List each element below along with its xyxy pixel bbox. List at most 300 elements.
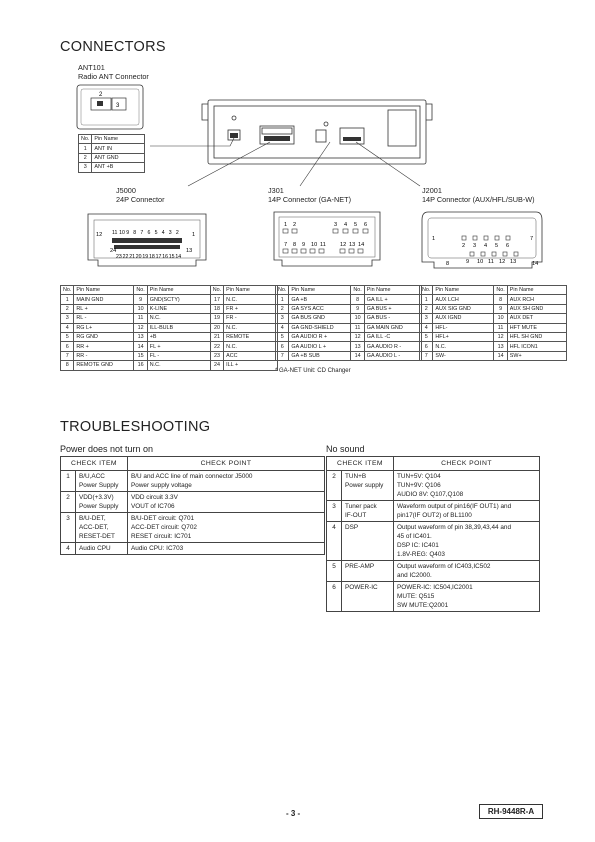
j2001-pin — [495, 236, 499, 240]
j2001-pin — [470, 252, 474, 256]
j301-pin-label: 11 — [320, 242, 326, 248]
table-cell: RG GND — [74, 332, 134, 341]
table-cell: ACC — [224, 351, 278, 360]
table-row — [327, 561, 540, 582]
j2001-pin-label: 10 — [477, 259, 484, 265]
table-cell: 3 — [61, 314, 74, 323]
table-cell: 21 — [210, 332, 223, 341]
check-point-line: Output waveform of IC403,IC502 — [397, 563, 491, 570]
check-point-line: RESET circuit: IC701 — [131, 533, 192, 540]
table-cell: No. — [351, 286, 364, 295]
check-item — [76, 543, 128, 555]
table-cell: FL - — [147, 351, 210, 360]
check-item — [342, 522, 394, 561]
j2001-pin — [492, 252, 496, 256]
check-item-header: CHECK ITEM — [327, 457, 394, 471]
table-cell: GA AUDIO L + — [289, 342, 351, 351]
check-item — [76, 513, 128, 543]
table-cell: 9 — [494, 304, 507, 313]
table-row — [276, 323, 422, 332]
j5000-pin-label: 8 — [133, 230, 137, 236]
table-cell: No. — [134, 286, 147, 295]
table-cell: N.C. — [147, 314, 210, 323]
j5000-pin-label: 7 — [140, 230, 144, 236]
check-item-line: Power Supply — [79, 503, 119, 510]
j301-pin — [283, 229, 288, 233]
table-row — [276, 304, 422, 313]
j2001-pin-8: 8 — [446, 261, 450, 267]
j2001-pin-label: 13 — [510, 259, 517, 265]
j2001-pin-label: 6 — [506, 243, 510, 249]
j301-pin — [333, 229, 338, 233]
check-point — [394, 501, 540, 522]
table-cell: GA +B — [289, 295, 351, 304]
table-row — [61, 361, 278, 370]
table-row — [61, 332, 278, 341]
j301-pin-label: 1 — [284, 222, 288, 228]
table-row — [61, 351, 278, 360]
j5000-pin-24: 24 — [110, 248, 117, 254]
check-point — [394, 522, 540, 561]
j5000-pin-label: 5 — [154, 230, 158, 236]
j5000-label — [116, 186, 165, 204]
check-item-line: Power Supply — [79, 482, 119, 489]
table-cell: SW+ — [507, 351, 566, 360]
check-point-line: TUN+9V: Q106 — [397, 482, 441, 489]
j5000-pin-label: 11 — [112, 230, 118, 236]
table-cell: GA AUDIO L - — [364, 351, 421, 360]
table-cell: 10 — [134, 304, 147, 313]
j5000-pin-label: 17 — [155, 254, 162, 260]
j5000-pin-label: 2 — [175, 230, 179, 236]
j2001-pin — [473, 236, 477, 240]
table-row — [327, 501, 540, 522]
table-row — [61, 471, 325, 492]
j2001-ref: J2001 — [422, 186, 442, 195]
j301-pin-label: 2 — [293, 222, 297, 228]
j301-pin — [353, 229, 358, 233]
j2001-pin — [514, 252, 518, 256]
table-cell: 4 — [276, 323, 289, 332]
table-cell: 8 — [61, 361, 74, 370]
j5000-pin-label: 9 — [126, 230, 130, 236]
table-cell: K-LINE — [147, 304, 210, 313]
table-cell: 2 — [420, 304, 433, 313]
table-cell: GND(SCTY) — [147, 295, 210, 304]
j2001-pin-label: 12 — [499, 259, 506, 265]
table-cell: Pin Name — [224, 286, 278, 295]
j301-drawing — [272, 208, 388, 270]
j2001-pin-7: 7 — [530, 236, 534, 242]
table-row — [276, 342, 422, 351]
table-cell: FR + — [224, 304, 278, 313]
table-cell: 19 — [210, 314, 223, 323]
table-cell: 16 — [134, 361, 147, 370]
nosound-section-title: No sound — [326, 444, 365, 454]
check-point — [128, 543, 325, 555]
table-cell: GA GND-SHIELD — [289, 323, 351, 332]
table-cell: GA AUDIO R - — [364, 342, 421, 351]
table-cell: HFT MUTE — [507, 323, 566, 332]
check-point-line: Power supply voltage — [131, 482, 192, 489]
j301-pin — [310, 249, 315, 253]
table-row: 2 ANT GND — [79, 153, 145, 162]
table-cell: AUX LCH — [433, 295, 494, 304]
table-cell: 9 — [134, 295, 147, 304]
j301-pin-label: 14 — [358, 242, 365, 248]
table-cell: AUX SH GND — [507, 304, 566, 313]
j301-pin — [343, 229, 348, 233]
table-cell: ILL-BULB — [147, 323, 210, 332]
j301-pin-label: 10 — [311, 242, 318, 248]
table-row — [61, 323, 278, 332]
j5000-pin-label: 3 — [168, 230, 172, 236]
j301-pin-label: 8 — [293, 242, 297, 248]
table-cell: RG L+ — [74, 323, 134, 332]
check-point-line: Waveform output of pin16(IF OUT1) and — [397, 503, 512, 510]
j2001-pin-label: 9 — [466, 259, 470, 265]
table-cell: Pin Name — [507, 286, 566, 295]
table-cell: GA SYS ACC — [289, 304, 351, 313]
check-item-line: PRE-AMP — [345, 563, 375, 570]
table-cell: Pin Name — [289, 286, 351, 295]
j5000-pin-1: 1 — [192, 232, 196, 238]
check-point-header: CHECK POINT — [128, 457, 325, 471]
j301-title: 14P Connector (GA-NET) — [268, 195, 351, 204]
j301-pin-label: 4 — [344, 222, 348, 228]
j2001-title: 14P Connector (AUX/HFL/SUB-W) — [422, 195, 535, 204]
j2001-label — [422, 186, 535, 204]
j2001-pin-table — [419, 285, 567, 361]
table-cell: AUX IGND — [433, 314, 494, 323]
table-cell: 12 — [351, 332, 364, 341]
j2001-pin-14: 14 — [532, 261, 539, 267]
table-cell: 1 — [420, 295, 433, 304]
check-item-line: Power supply — [345, 482, 384, 489]
j2001-pin-label: 5 — [495, 243, 499, 249]
table-row — [61, 543, 325, 555]
j2001-pin — [484, 236, 488, 240]
table-cell: 10 — [494, 314, 507, 323]
table-cell: No. — [494, 286, 507, 295]
table-header — [327, 457, 540, 471]
table-cell: REMOTE — [224, 332, 278, 341]
table-cell: 11 — [134, 314, 147, 323]
j5000-pin-label: 16 — [162, 254, 168, 260]
table-cell: 2 — [276, 304, 289, 313]
check-item-line: TUN+B — [345, 473, 367, 480]
table-cell: 15 — [134, 351, 147, 360]
j301-pin — [301, 249, 306, 253]
table-cell: GA +B SUB — [289, 351, 351, 360]
j301-pin — [319, 249, 324, 253]
j301-pin — [292, 229, 297, 233]
row-number: 1 — [61, 471, 76, 492]
table-cell: No. — [276, 286, 289, 295]
table-cell: HFL ICON1 — [507, 342, 566, 351]
ganet-note: * GA-NET Unit: CD Changer — [275, 368, 351, 374]
check-point-line: VOUT of IC706 — [131, 503, 175, 510]
table-cell: HFL+ — [433, 332, 494, 341]
table-cell: 5 — [61, 332, 74, 341]
check-item-line: ACC-DET, — [79, 524, 109, 531]
table-cell: GA ILL -C — [364, 332, 421, 341]
check-item — [342, 471, 394, 501]
check-point-line: and IC2000. — [397, 572, 432, 579]
check-item-line: B/U-DET, — [79, 515, 106, 522]
table-cell: 13 — [134, 332, 147, 341]
check-point-line: Audio CPU: IC703 — [131, 545, 184, 552]
table-cell: N.C. — [224, 342, 278, 351]
check-point-line: POWER-IC: IC504,IC2001 — [397, 584, 473, 591]
j5000-pin-label: 6 — [147, 230, 151, 236]
table-row — [327, 582, 540, 612]
table-cell: AUX SIG GND — [433, 304, 494, 313]
check-point-line: TUN+5V: Q104 — [397, 473, 441, 480]
table-cell: 20 — [210, 323, 223, 332]
table-cell: 14 — [134, 342, 147, 351]
table-header — [276, 286, 422, 295]
table-header: No. Pin Name — [79, 135, 145, 144]
table-cell: GA MAIN GND — [364, 323, 421, 332]
table-cell: No. — [210, 286, 223, 295]
check-item-line: VDD(+3.3V) — [79, 494, 114, 501]
j301-pin — [363, 229, 368, 233]
check-item-line: POWER-IC — [345, 584, 378, 591]
j301-pin-label: 3 — [334, 222, 338, 228]
check-point-line: DSP IC: IC401 — [397, 542, 439, 549]
j301-pin-label: 9 — [302, 242, 306, 248]
table-row — [420, 342, 567, 351]
check-item-line: RESET-DET — [79, 533, 115, 540]
j5000-drawing — [84, 208, 214, 270]
table-cell: RR + — [74, 342, 134, 351]
table-row — [276, 314, 422, 323]
table-cell: 1 — [61, 295, 74, 304]
table-cell: GA BUS GND — [289, 314, 351, 323]
table-cell: 13 — [494, 342, 507, 351]
table-row: 1 ANT IN — [79, 144, 145, 153]
j2001-pin — [481, 252, 485, 256]
check-point-line: MUTE: Q515 — [397, 593, 435, 600]
ant-pin-2: 2 — [99, 92, 103, 98]
table-cell: N.C. — [224, 323, 278, 332]
j301-ref: J301 — [268, 186, 284, 195]
table-row — [420, 295, 567, 304]
table-row — [420, 351, 567, 360]
check-item — [76, 492, 128, 513]
check-point-line: 1.8V-REG: Q403 — [397, 551, 445, 558]
table-row — [61, 304, 278, 313]
j2001-pin — [506, 236, 510, 240]
check-point-line: B/U and ACC line of main connector J5000 — [131, 473, 253, 480]
table-cell: Pin Name — [433, 286, 494, 295]
check-point — [394, 561, 540, 582]
row-number: 4 — [61, 543, 76, 555]
table-cell: ILL + — [224, 361, 278, 370]
check-item — [342, 561, 394, 582]
table-cell: GA BUS + — [364, 304, 421, 313]
table-cell: 7 — [61, 351, 74, 360]
doc-code: RH-9448R-A — [479, 804, 543, 819]
j5000-pin-label: 15 — [168, 254, 175, 260]
check-item — [342, 582, 394, 612]
j301-pin — [349, 249, 354, 253]
check-point-line: Output waveform of pin 38,39,43,44 and — [397, 524, 512, 531]
j5000-ref: J5000 — [116, 186, 136, 195]
table-row — [276, 332, 422, 341]
table-cell: 14 — [351, 351, 364, 360]
j2001-pin-label: 11 — [488, 259, 494, 265]
j5000-pin-label: 4 — [161, 230, 165, 236]
table-cell: 24 — [210, 361, 223, 370]
j5000-pin-label: 14 — [175, 254, 182, 260]
check-item-line: Tuner pack — [345, 503, 377, 510]
check-point-line: ACC-DET circuit: Q702 — [131, 524, 197, 531]
table-row — [420, 332, 567, 341]
nosound-check-table — [326, 456, 540, 612]
j5000-pin-label: 19 — [142, 254, 149, 260]
table-cell: 1 — [276, 295, 289, 304]
j2001-pin-1: 1 — [432, 236, 436, 242]
check-point — [128, 492, 325, 513]
table-cell: FL + — [147, 342, 210, 351]
table-cell: FR - — [224, 314, 278, 323]
check-point-header: CHECK POINT — [394, 457, 540, 471]
row-number: 3 — [327, 501, 342, 522]
table-cell: Pin Name — [74, 286, 134, 295]
table-cell: 23 — [210, 351, 223, 360]
power-section-title: Power does not turn on — [60, 444, 154, 454]
j5000-pin-label: 18 — [149, 254, 155, 260]
check-point-line: B/U-DET circuit: Q701 — [131, 515, 195, 522]
table-cell: 11 — [351, 323, 364, 332]
table-row — [420, 323, 567, 332]
table-cell: 6 — [420, 342, 433, 351]
row-number: 2 — [61, 492, 76, 513]
table-cell: 8 — [494, 295, 507, 304]
j5000-title: 24P Connector — [116, 195, 165, 204]
table-cell: N.C. — [147, 361, 210, 370]
table-cell: 14 — [494, 351, 507, 360]
j301-label — [268, 186, 351, 204]
row-number: 3 — [61, 513, 76, 543]
j5000-pin-label: 20 — [135, 254, 142, 260]
table-cell: 12 — [134, 323, 147, 332]
power-check-table — [60, 456, 325, 555]
check-point-line: VDD circuit 3.3V — [131, 494, 178, 501]
table-cell: 22 — [210, 342, 223, 351]
table-row — [327, 522, 540, 561]
check-point — [128, 471, 325, 492]
check-point — [394, 471, 540, 501]
check-item-line: B/U,ACC — [79, 473, 105, 480]
table-header — [420, 286, 567, 295]
table-row — [420, 304, 567, 313]
table-cell: 3 — [420, 314, 433, 323]
j5000-pin-table — [60, 285, 278, 371]
row-number: 6 — [327, 582, 342, 612]
j301-pin-label: 13 — [349, 242, 356, 248]
j2001-pin-label: 2 — [462, 243, 466, 249]
table-cell: Pin Name — [364, 286, 421, 295]
row-number: 4 — [327, 522, 342, 561]
j301-pin — [358, 249, 363, 253]
table-cell: HFL- — [433, 323, 494, 332]
check-point — [128, 513, 325, 543]
j2001-pin — [503, 252, 507, 256]
table-row — [61, 513, 325, 543]
table-cell: Pin Name — [147, 286, 210, 295]
row-number: 5 — [327, 561, 342, 582]
j301-pin-label: 5 — [354, 222, 358, 228]
ant-pin-3: 3 — [116, 103, 120, 109]
j2001-pin-label: 4 — [484, 243, 488, 249]
ant101-title: Radio ANT Connector — [78, 72, 149, 81]
table-cell: 5 — [420, 332, 433, 341]
j301-pin — [292, 249, 297, 253]
check-point — [394, 582, 540, 612]
table-cell: GA BUS - — [364, 314, 421, 323]
table-cell: N.C. — [224, 295, 278, 304]
j301-pin-label: 7 — [284, 242, 288, 248]
table-row — [420, 314, 567, 323]
check-point-line: 45 of IC401. — [397, 533, 432, 540]
j5000-pin-label: 21 — [129, 254, 135, 260]
table-cell: 3 — [276, 314, 289, 323]
table-cell: 8 — [351, 295, 364, 304]
table-cell: AUX RCH — [507, 295, 566, 304]
table-row — [276, 295, 422, 304]
table-cell: +B — [147, 332, 210, 341]
table-row — [61, 314, 278, 323]
table-cell: GA AUDIO R + — [289, 332, 351, 341]
table-cell: 4 — [420, 323, 433, 332]
check-item — [76, 471, 128, 492]
check-point-line: pin17(IF OUT2) of BL1100 — [397, 512, 472, 519]
j301-pin — [340, 249, 345, 253]
table-row: 3 ANT +B — [79, 163, 145, 172]
table-cell: 6 — [61, 342, 74, 351]
j301-pin-label: 12 — [340, 242, 347, 248]
check-item-line: IF-OUT — [345, 512, 367, 519]
table-cell: RL + — [74, 304, 134, 313]
check-point-line: AUDIO 8V: Q107,Q108 — [397, 491, 464, 498]
table-row — [276, 351, 422, 360]
table-cell: 4 — [61, 323, 74, 332]
table-row — [61, 492, 325, 513]
j5000-pin-label: 22 — [122, 254, 129, 260]
j2001-pin-label: 3 — [473, 243, 477, 249]
j5000-pin-label: 23 — [116, 254, 122, 260]
check-item — [342, 501, 394, 522]
table-cell: 12 — [494, 332, 507, 341]
table-cell: RL - — [74, 314, 134, 323]
table-cell: No. — [61, 286, 74, 295]
table-cell: 10 — [351, 314, 364, 323]
table-cell: No. — [420, 286, 433, 295]
ant101-ref: ANT101 — [78, 63, 105, 72]
check-point-line: SW MUTE:Q2001 — [397, 602, 449, 609]
table-cell: 7 — [420, 351, 433, 360]
table-cell: 18 — [210, 304, 223, 313]
table-cell: 5 — [276, 332, 289, 341]
table-cell: 11 — [494, 323, 507, 332]
table-cell: AUX DET — [507, 314, 566, 323]
check-item-header: CHECK ITEM — [61, 457, 128, 471]
j5000-pin-label: 10 — [119, 230, 125, 236]
table-cell: 9 — [351, 304, 364, 313]
